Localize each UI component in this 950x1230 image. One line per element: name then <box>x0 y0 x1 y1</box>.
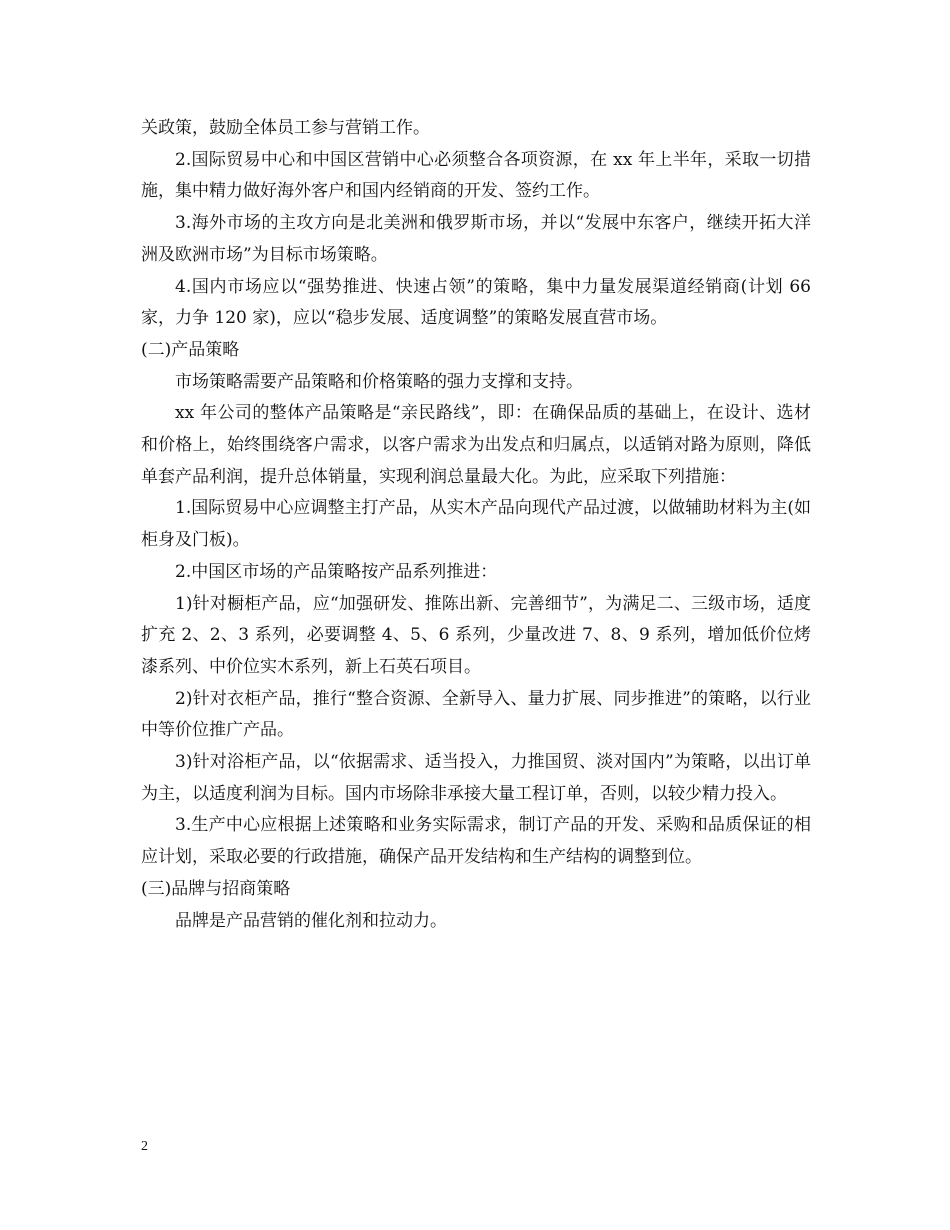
paragraph: 3)针对浴柜产品，以“依据需求、适当投入，力推国贸、淡对国内”为策略，以出订单为主，以适度利润为目标。国内市场除非承接大量工程订单，否则，以较少精力投入。 <box>141 752 811 804</box>
paragraph: 市场策略需要产品策略和价格策略的强力支撑和支持。 <box>175 371 583 392</box>
paragraph: 3.海外市场的主攻方向是北美洲和俄罗斯市场，并以“发展中东客户，继续开拓大洋洲及欧洲市场”为目标市场策略。 <box>141 213 811 265</box>
section-heading: (二)产品策略 <box>141 339 240 360</box>
paragraph: xx 年公司的整体产品策略是“亲民路线”，即：在确保品质的基础上，在设计、选材和价格上，始终围绕客户需求，以客户需求为出发点和归属点，以适销对路为原则，降低单套产品利润，提升总体销量，实现利润总量最大化。为此，应采取下列措施： <box>141 403 811 487</box>
paragraph: 1)针对橱柜产品，应“加强研发、推陈出新、完善细节”，为满足二、三级市场，适度扩充 2、2、3 系列，必要调整 4、5、6 系列，少量改进 7、8、9 系列，增加低价位烤漆系列、中价位实木系列，新上石英石项目。 <box>141 593 811 677</box>
paragraph: 4.国内市场应以“强势推进、快速占领”的策略，集中力量发展渠道经销商(计划 66 家，力争 120 家)，应以“稳步发展、适度调整”的策略发展直营市场。 <box>141 276 811 329</box>
paragraph: 关政策，鼓励全体员工参与营销工作。 <box>141 118 430 138</box>
paragraph: 品牌是产品营销的催化剂和拉动力。 <box>175 910 447 931</box>
paragraph: 2)针对衣柜产品，推行“整合资源、全新导入、量力扩展、同步推进”的策略，以行业中等价位推广产品。 <box>141 688 811 741</box>
paragraph: 1.国际贸易中心应调整主打产品，从实木产品向现代产品过渡，以做辅助材料为主(如柜身及门板)。 <box>141 498 811 551</box>
page-number: 2 <box>141 1139 148 1154</box>
paragraph: 2.中国区市场的产品策略按产品系列推进： <box>175 561 498 582</box>
document-body <box>141 113 811 937</box>
paragraph: 3.生产中心应根据上述策略和业务实际需求，制订产品的开发、采购和品质保证的相应计划，采取必要的行政措施，确保产品开发结构和生产结构的调整到位。 <box>141 815 811 868</box>
paragraph: 2.国际贸易中心和中国区营销中心必须整合各项资源，在 xx 年上半年，采取一切措施，集中精力做好海外客户和国内经销商的开发、签约工作。 <box>141 149 811 202</box>
section-heading: (三)品牌与招商策略 <box>141 878 291 899</box>
